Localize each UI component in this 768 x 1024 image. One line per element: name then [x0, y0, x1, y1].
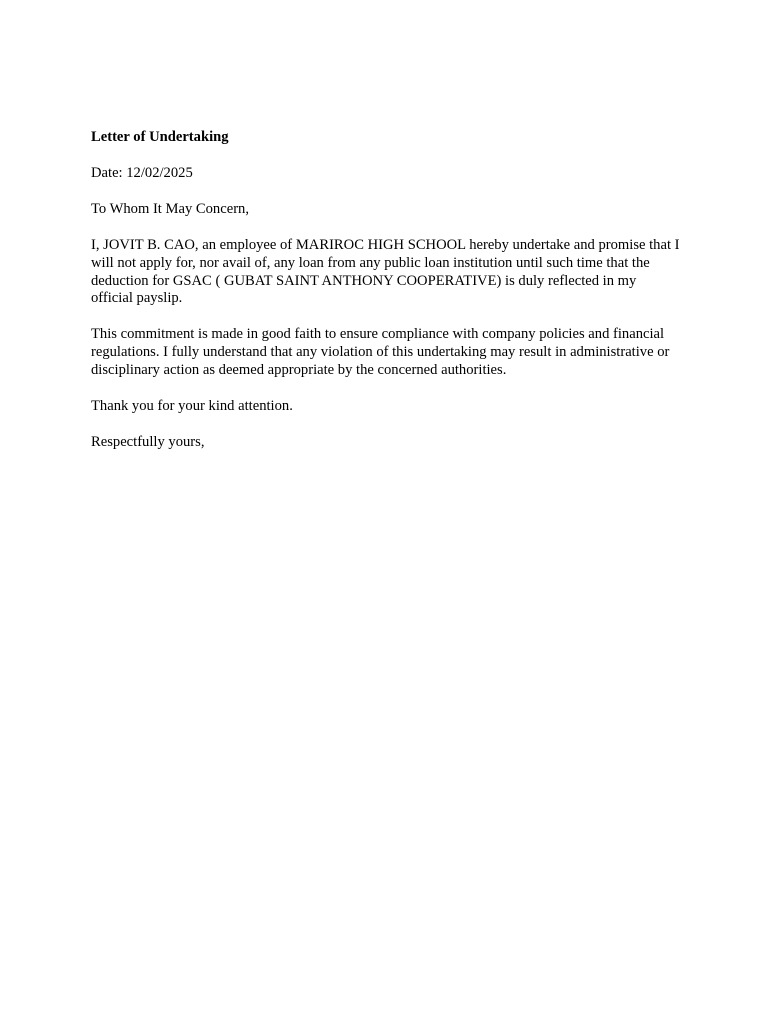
letter-title: Letter of Undertaking	[91, 129, 229, 145]
letter-paragraph-undertaking: I, JOVIT B. CAO, an employee of MARIROC HIGH SCHOOL hereby undertake and promise that I will not apply for, nor avail of, any loan from any public loan institution until such time that the deduction for GSAC ( GUBAT SAINT ANTHONY COOPERATIVE) is duly reflected in my official payslip.	[91, 236, 680, 307]
letter-paragraph-thanks: Thank you for your kind attention.	[91, 397, 293, 414]
letter-date: Date: 12/02/2025	[91, 164, 193, 181]
letter-body	[91, 129, 681, 470]
letter-salutation: To Whom It May Concern,	[91, 200, 249, 217]
letter-closing: Respectfully yours,	[91, 433, 205, 450]
letter-paragraph-commitment: This commitment is made in good faith to ensure compliance with company policies and financial regulations. I fully understand that any violation of this undertaking may result in administrative or disciplinary action as deemed appropriate by the concerned authorities.	[91, 326, 670, 378]
